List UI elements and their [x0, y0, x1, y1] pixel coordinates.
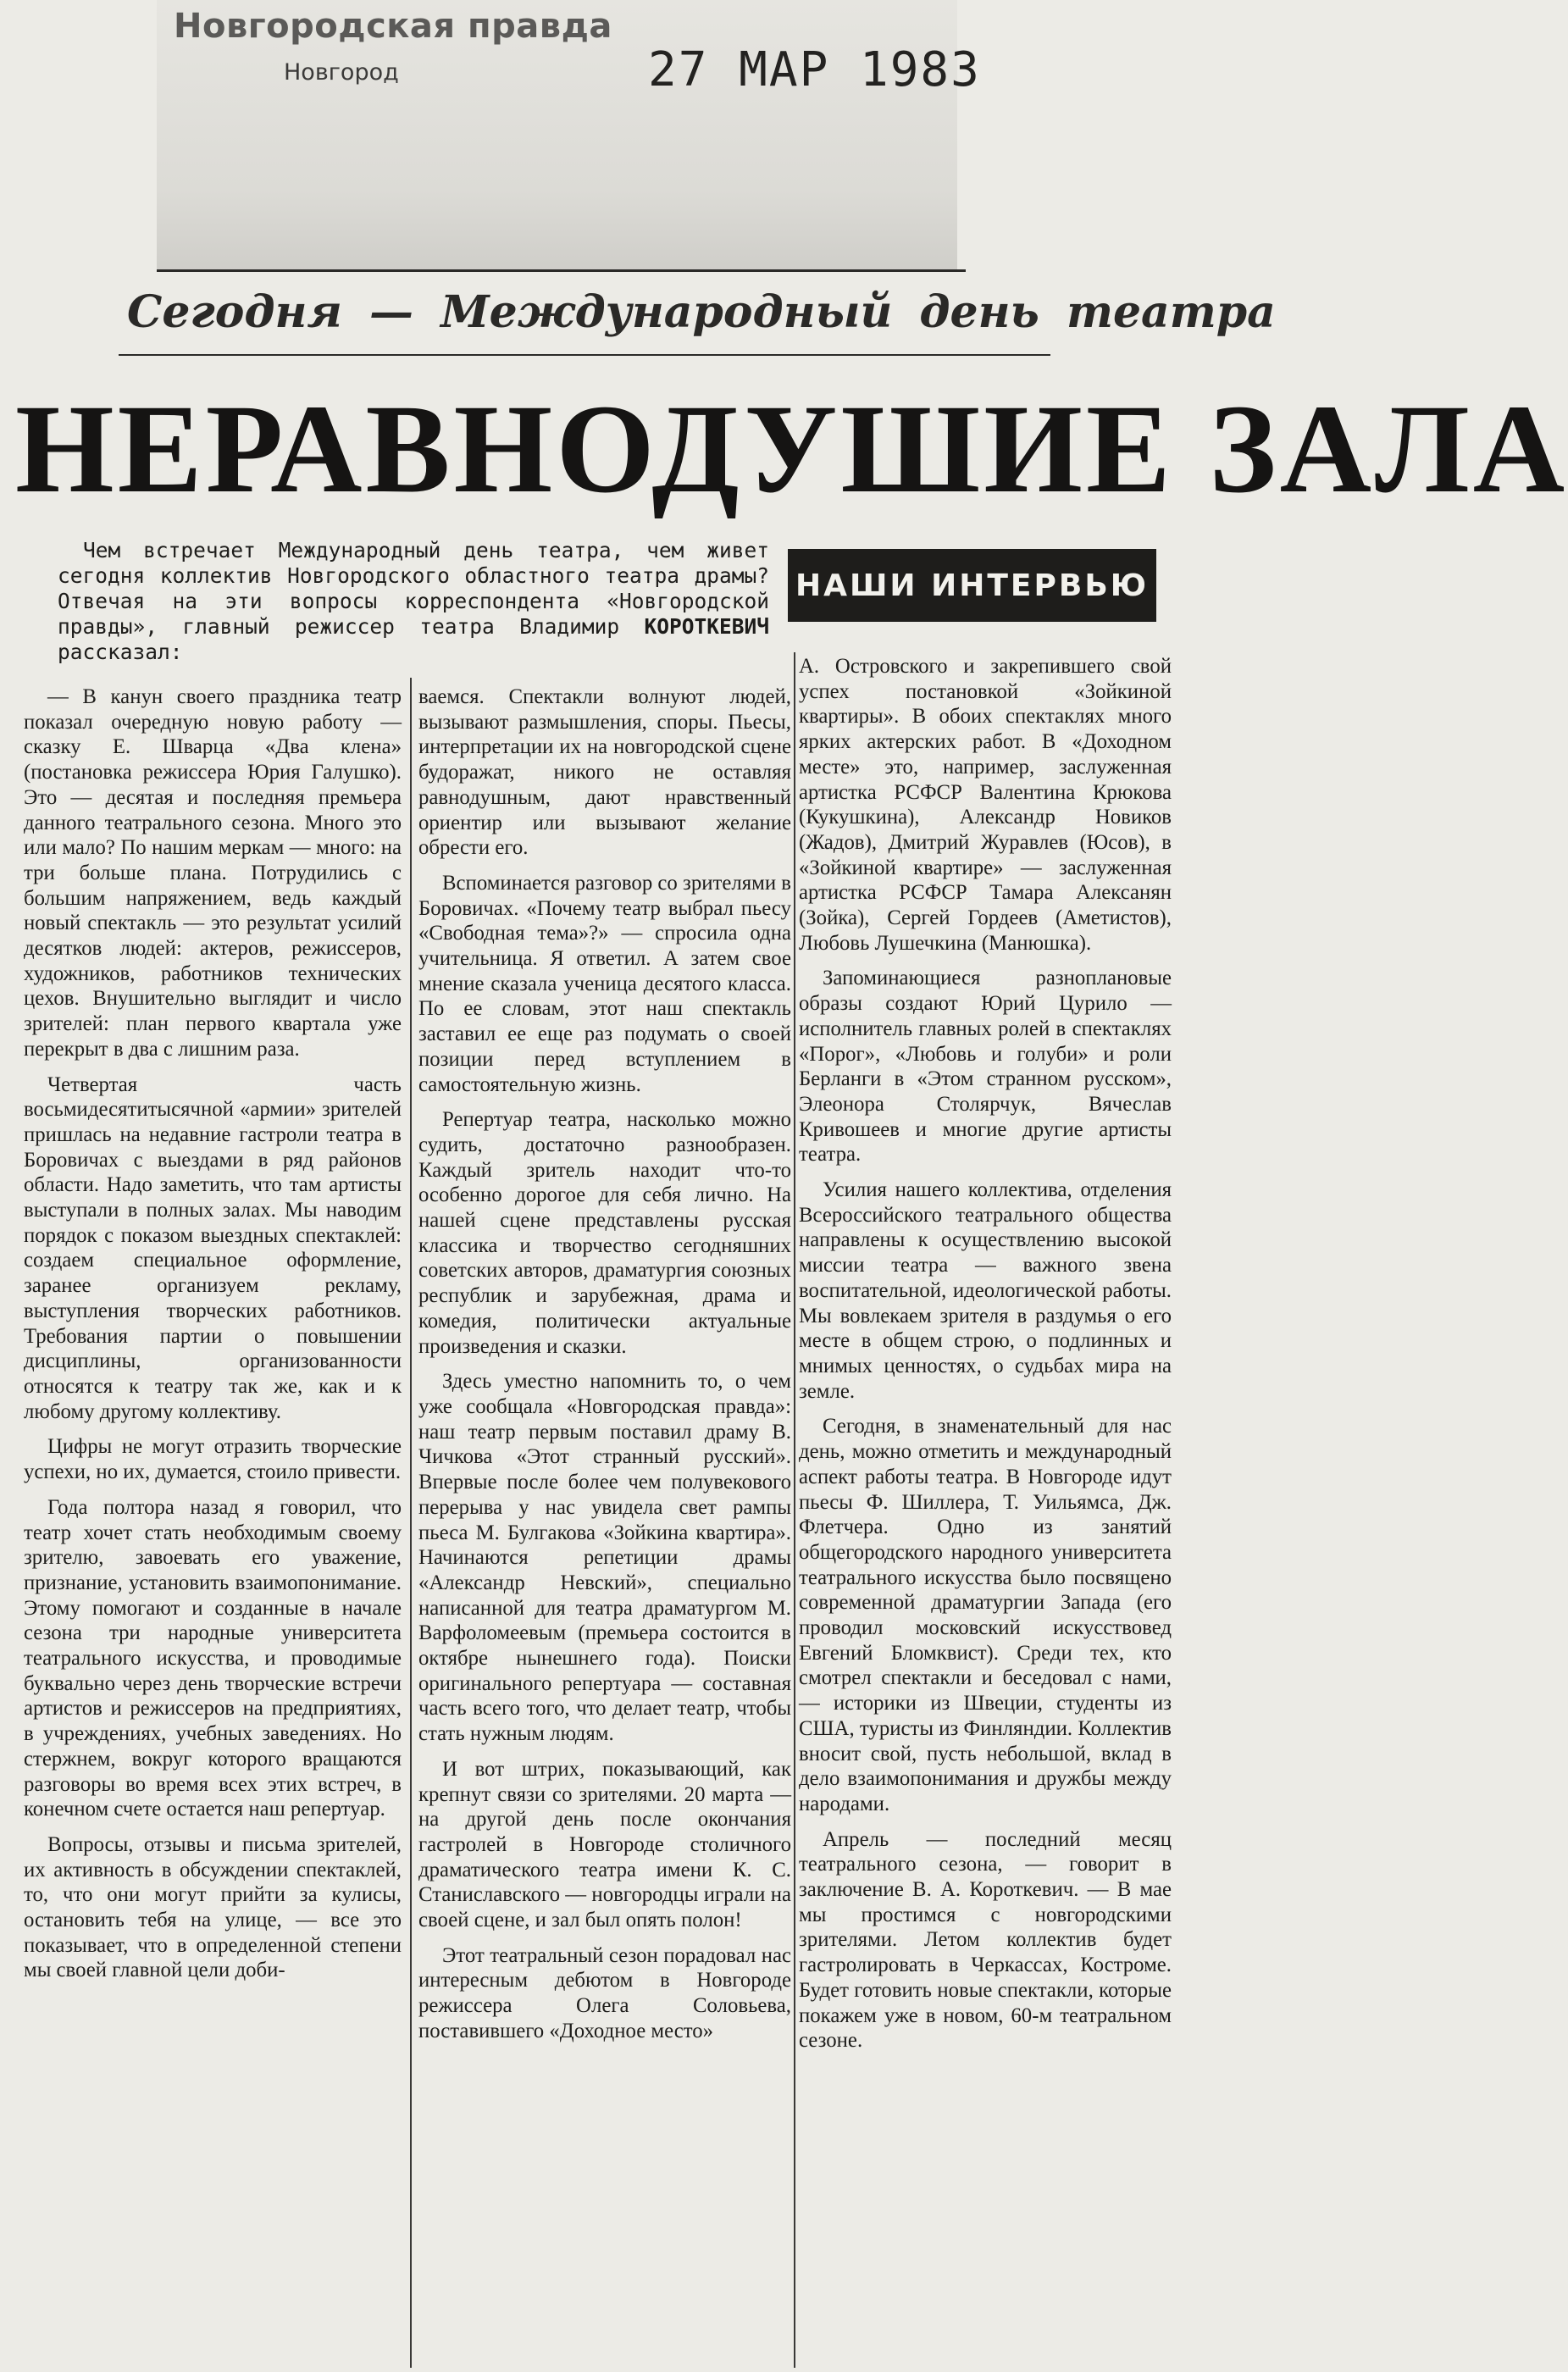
article-column-1 — [24, 684, 402, 2366]
intro-tail: рассказал: — [58, 640, 183, 664]
masthead-rule — [157, 269, 966, 272]
date-stamp: 27 МАР 1983 — [648, 42, 981, 97]
intro-lead — [58, 538, 769, 665]
paragraph: А. Островского и закрепившего свой успех постановкой «Зойкиной квартиры». В обоих спектаклях много ярких актерских работ. В «Доходном месте» это, например, заслуженная артистка РСФСР Валентина Крюкова (Кукушкина), Александр Новиков (Жадов), Дмитрий Журавлев (Юсов), в «Зойкиной квартире» — заслуженная артистка РСФСР Тамара Алексанян (Зойка), Сергей Гордеев (Аметистов), Любовь Лушечкина (Манюшка). — [799, 655, 1172, 955]
paragraph: Этот театральный сезон порадовал нас интересным дебютом в Новгороде режиссера Олега Соловьева, поставившего «Доходное место» — [418, 1943, 791, 2042]
rubric-badge: НАШИ ИНТЕРВЬЮ — [788, 549, 1156, 622]
paragraph: И вот штрих, показывающий, как крепнут связи со зрителями. 20 марта — на другой день после окончания гастролей в Новгороде столичного драматического театра имени К. С. Станиславского — новгородцы играли на своей сцене, и зал был опять полон! — [418, 1757, 791, 1932]
paragraph: Апрель — последний месяц театрального сезона, — говорит в заключение В. А. Короткевич. — В мае мы простимся с новгородскими зрителями. Летом коллектив будет гастролировать в Черкассах, Костроме. Будет готовить новые спектакли, которые покажем уже в новом, 60-м театральном сезоне. — [799, 1827, 1172, 2053]
kicker-rule — [119, 354, 1050, 356]
intro-text: Чем встречает Международный день театра, чем живет сегодня коллектив Новгородского областного театра драмы? Отвечая на эти вопросы корреспондента «Новгородской правды», главный режиссер театра Владимир — [58, 538, 769, 639]
kicker-title: Сегодня — Международный день театра — [127, 286, 1276, 338]
paragraph: Усилия нашего коллектива, отделения Всероссийского театрального общества направлены к осуществлению высокой миссии театра — важного звена воспитательной, идеологической работы. Мы вовлекаем зрителя в раздумья о его месте в общем строю, о подлинных и мнимых ценностях, о судьбах мира на земле. — [799, 1178, 1172, 1403]
paragraph: Четвертая часть восьмидесятитысячной «армии» зрителей пришлась на недавние гастроли театра в Боровичах с выездами в ряд районов области. Надо заметить, что там артисты выступали в полных залах. Мы наводим порядок с показом выездных спектаклей: создаем специальное оформление, заранее организуем рекламу, выступления творческих работников. Требования партии о повышении дисциплины, организованности относятся к театру так же, как и к любому другому коллективу. — [24, 1072, 402, 1423]
paragraph: — В канун своего праздника театр показал очередную новую работу — сказку Е. Шварца «Два клена» (постановка режиссера Юрия Галушко). Это — десятая и последняя премьера данного театрального сезона. Много это или мало? По нашим меркам — много: на три больше плана. Потрудились с большим напряжением, ведь каждый новый спектакль — это результат усилий десятков людей: актеров, режиссеров, художников, работников технических цехов. Внушительно выглядит и число зрителей: план первого квартала уже перекрыт в два с лишним раза. — [24, 685, 402, 1061]
paragraph: Здесь уместно напомнить то, о чем уже сообщала «Новгородская правда»: наш театр первым поставил драму В. Чичкова «Этот странный русский». Впервые после более чем полувекового перерыва у нас увидела свет рампы пьеса М. Булгакова «Зойкина квартира». Начинаются репетиции драмы «Александр Невский», специально написанной для театра драматургом М. Варфоломеевым (премьера состоится в октябре нынешнего года). Поиски оригинального репертуара — составная часть всего того, что делает театр, чтобы стать нужным людям. — [418, 1370, 791, 1746]
column-separator — [410, 678, 412, 2368]
column-separator — [794, 652, 795, 2368]
paragraph: ваемся. Спектакли волнуют людей, вызывают размышления, споры. Пьесы, интерпретации их на новгородской сцене будоражат, никого не оставляя равнодушным, дают нравственный ориентир или вызывают желание обрести его. — [418, 685, 791, 860]
article-column-2 — [418, 684, 791, 2366]
paragraph: Цифры не могут отразить творческие успехи, но их, думается, стоило привести. — [24, 1435, 402, 1484]
headline: НЕРАВНОДУШИЕ ЗАЛА — [15, 379, 1568, 519]
paragraph: Года полтора назад я говорил, что театр хочет стать необходимым своему зрителю, завоевать его уважение, признание, установить взаимопонимание. Этому помогают и созданные в начале сезона три народные университета театрального искусства, и проводимые буквально через день творческие встречи артистов и режиссеров на предприятиях, в учреждениях, учебных заведениях. Но стержнем, вокруг которого вращаются разговоры во время всех этих встреч, в конечном счете остается наш репертуар. — [24, 1495, 402, 1821]
paragraph: Сегодня, в знаменательный для нас день, можно отметить и международный аспект работы театра. В Новгороде идут пьесы Ф. Шиллера, Т. Уильямса, Дж. Флетчера. Одно из занятий общегородского народного университета театрального искусства было посвящено современной драматургии Запада (его проводил московский искусствовед Евгений Бломквист). Среди тех, кто смотрел спектакли и беседовал с нами, — историки из Швеции, студенты из США, туристы из Финляндии. Коллектив вносит свой, пусть небольшой, вклад в дело взаимопонимания и дружбы между народами. — [799, 1415, 1172, 1815]
newspaper-name: Новгородская правда — [174, 7, 612, 46]
paragraph: Запоминающиеся разноплановые образы создают Юрий Цурило — исполнитель главных ролей в спектаклях «Порог», «Любовь и голуби» и роли Берланги в «Этом странном русском», Элеонора Столярчук, Вячеслав Кривошеев и многие другие артисты театра. — [799, 967, 1172, 1167]
paragraph: Вопросы, отзывы и письма зрителей, их активность в обсуждении спектаклей, то, что они могут прийти за кулисы, остановить тебя на улице, — все это показывает, что в определенной степени мы своей главной цели доби- — [24, 1832, 402, 1982]
paragraph: Вспоминается разговор со зрителями в Боровичах. «Почему театр выбрал пьесу «Свободная тема»?» — спросила одна учительница. Я ответил. А затем свое мнение сказала ученица десятого класса. По ее словам, этот наш спектакль заставил ее еще раз подумать о своей позиции перед вступлением в самостоятельную жизнь. — [418, 871, 791, 1096]
article-column-3 — [799, 654, 1172, 2365]
intro-author-name: КОРОТКЕВИЧ — [644, 614, 769, 639]
newspaper-city: Новгород — [284, 59, 399, 86]
paragraph: Репертуар театра, насколько можно судить, достаточно разнообразен. Каждый зритель находит что-то особенно дорогое для себя лично. На нашей сцене представлены русская классика и творчество сегодняшних советских авторов, драматургия союзных республик и зарубежная, драма и комедия, политически актуальные произведения и сказки. — [418, 1108, 791, 1358]
